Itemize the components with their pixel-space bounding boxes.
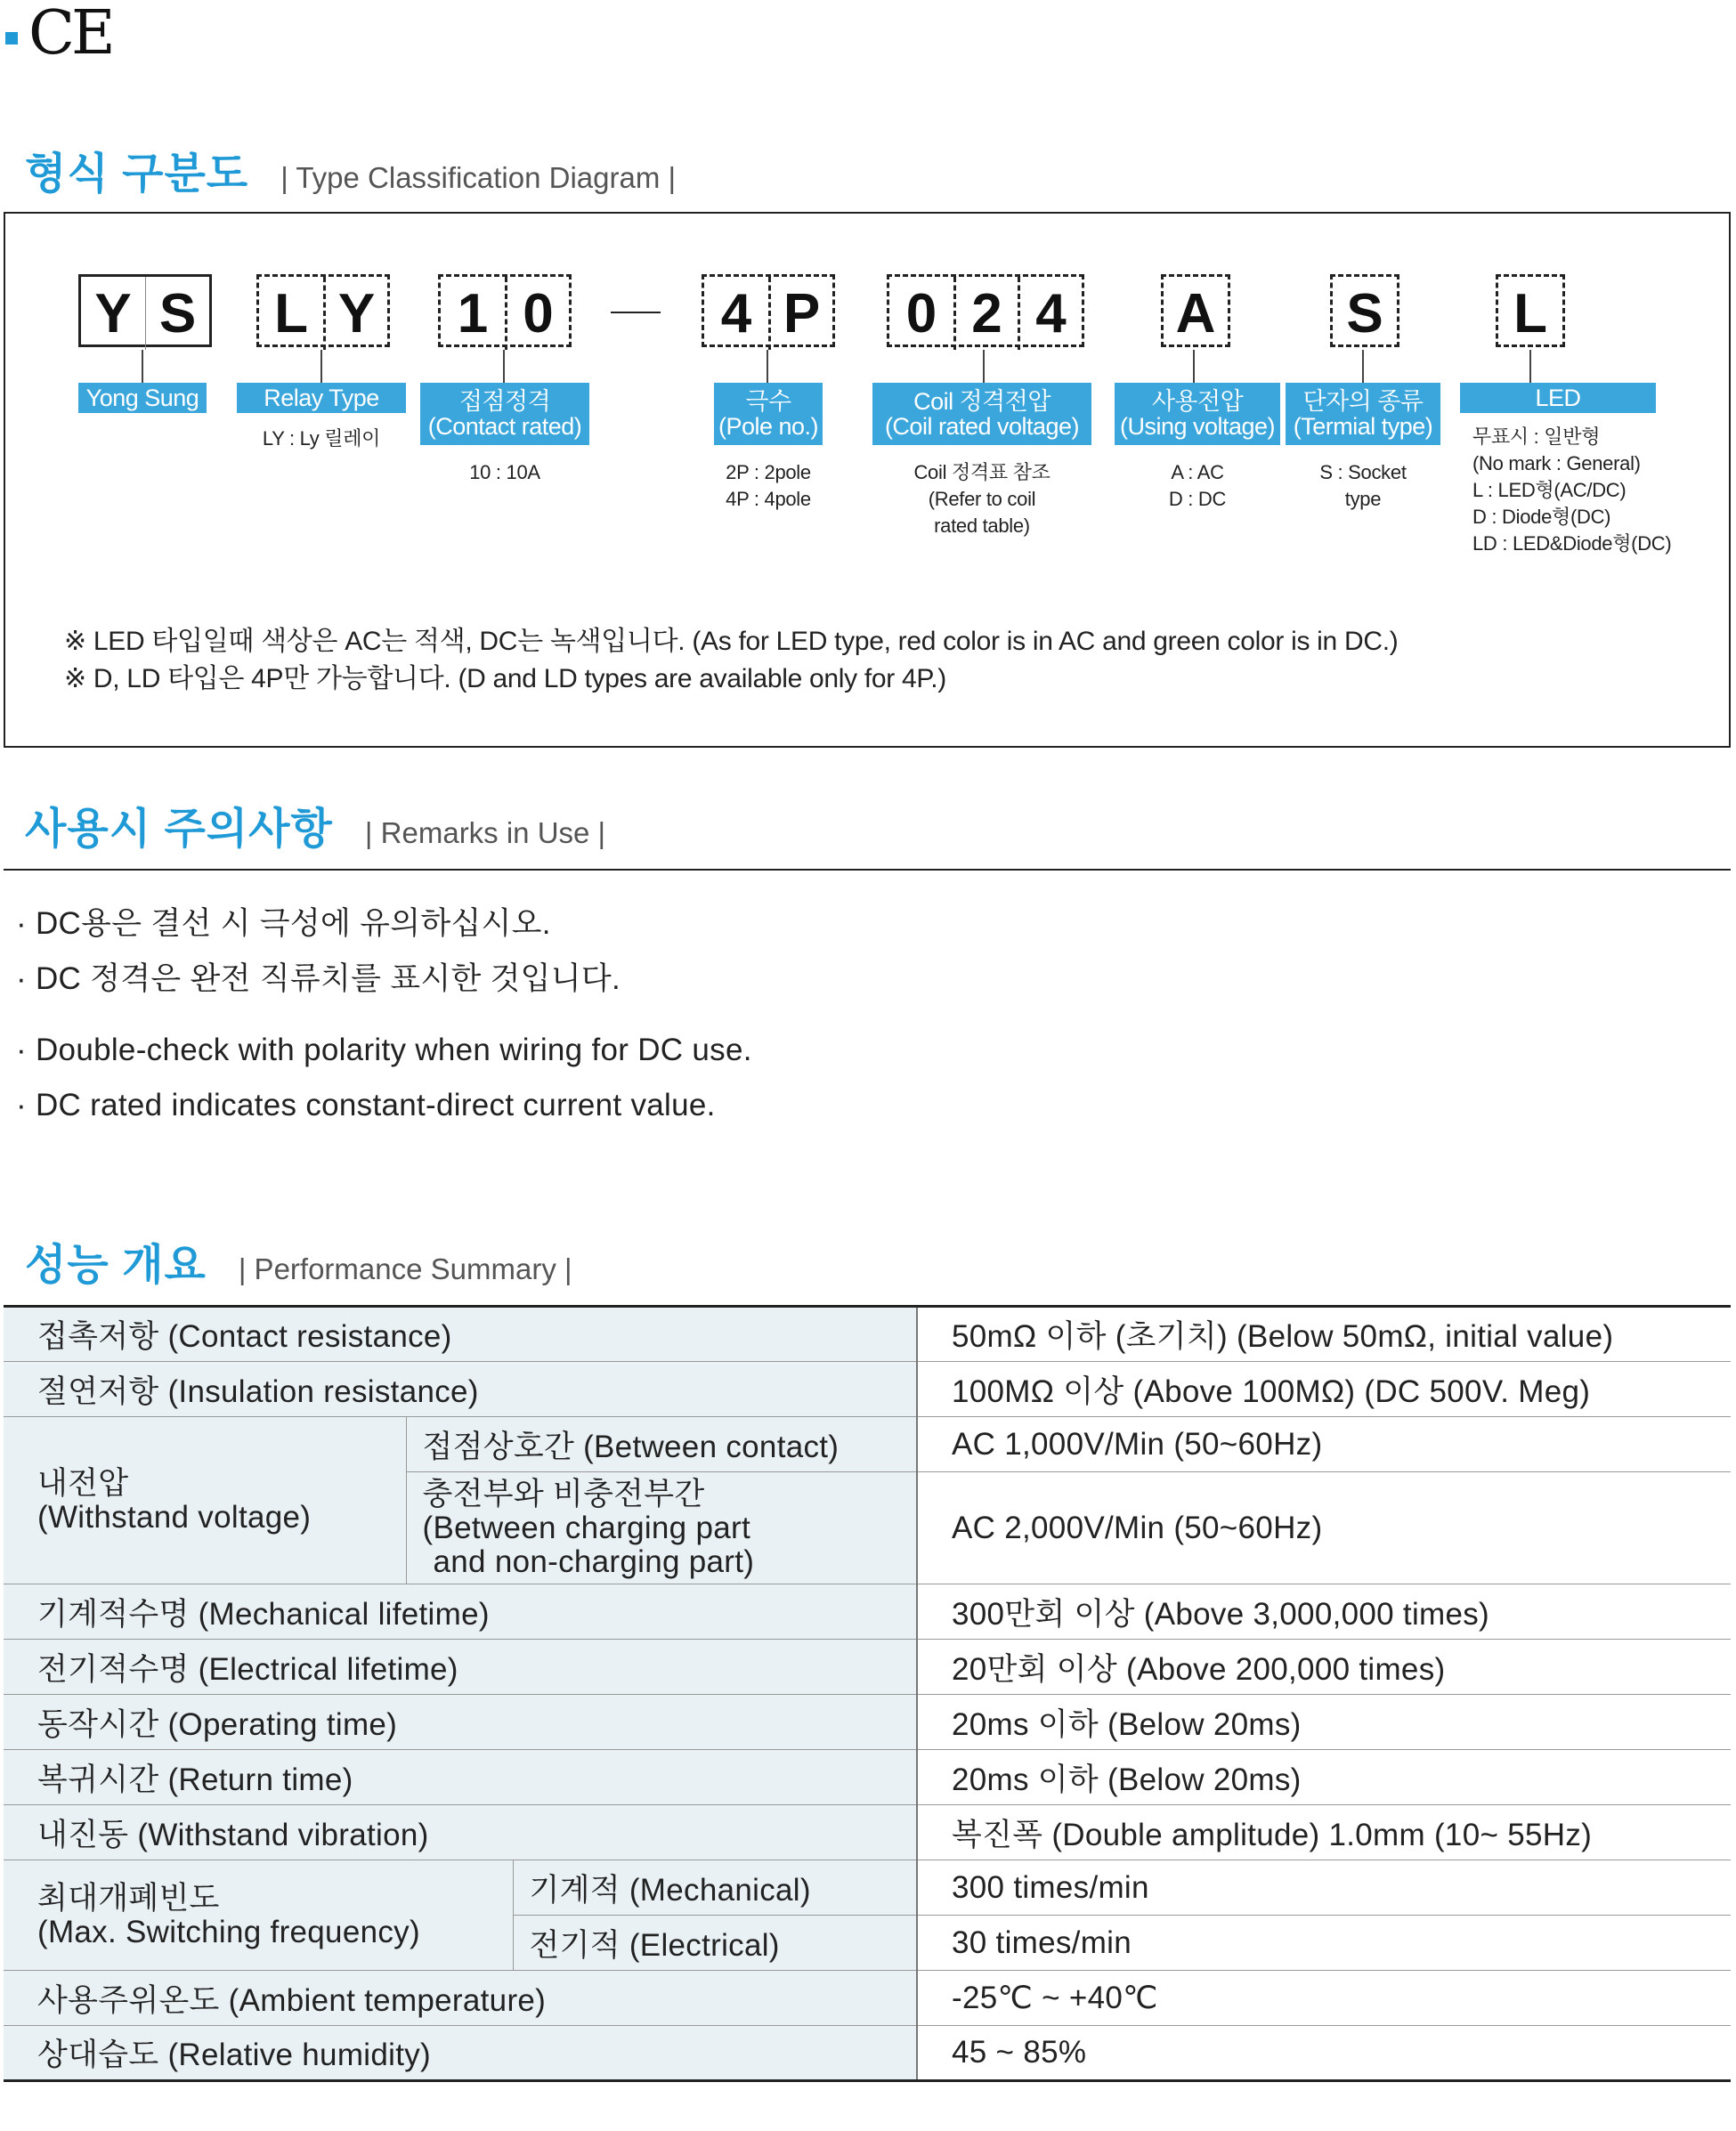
table-value: AC 2,000V/Min (50~60Hz) [917, 1472, 1731, 1584]
table-value: 300만회 이상 (Above 3,000,000 times) [917, 1584, 1731, 1640]
square-bullet-icon [5, 32, 18, 45]
table-row [4, 1417, 1731, 1472]
desc-line: 10 : 10A [469, 461, 540, 483]
desc-line: 4P : 4pole [726, 488, 811, 510]
table-value: 20만회 이상 (Above 200,000 times) [917, 1640, 1731, 1695]
desc-line: LY : Ly 릴레이 [262, 427, 381, 450]
table-subkey-charging [406, 1472, 917, 1584]
connector-line [320, 350, 322, 384]
desc-line: rated table) [934, 515, 1030, 537]
table-row [4, 1750, 1731, 1805]
label-text-ko: 극수 [745, 387, 791, 415]
code-group-voltage [1161, 274, 1230, 347]
desc-line: LD : LED&Diode형(DC) [1472, 532, 1672, 555]
code-char: Y [94, 282, 132, 344]
table-row [4, 1860, 1731, 1916]
table-key: 전기적수명 (Electrical lifetime) [4, 1640, 917, 1695]
code-char: L [274, 282, 308, 344]
desc-line: 무표시 : 일반형 [1472, 425, 1601, 448]
connector-line [503, 350, 505, 384]
table-value: 100MΩ 이상 (Above 100MΩ) (DC 500V. Meg) [917, 1362, 1731, 1417]
desc-pole [696, 459, 840, 513]
table-value: 20ms 이하 (Below 20ms) [917, 1750, 1731, 1805]
desc-line: S : Socket [1319, 461, 1407, 483]
code-group-pole [702, 274, 835, 347]
connector-line [142, 350, 143, 384]
code-char: 2 [953, 277, 1018, 350]
code-char: 0 [505, 277, 569, 350]
code-char: 4 [1018, 277, 1082, 350]
desc-coil [872, 459, 1091, 539]
section-title-en: | Performance Summary | [238, 1252, 572, 1285]
table-subkey-en: and non-charging part) [433, 1544, 755, 1579]
table-key-switching-frequency [4, 1860, 513, 1971]
label-text: LED [1535, 384, 1581, 411]
remark-item: · DC 정격은 완전 직류치를 표시한 것입니다. [16, 961, 621, 996]
code-char: Y [323, 277, 387, 350]
code-char: P [768, 277, 832, 350]
table-subkey-en: (Between charging part [422, 1510, 750, 1545]
connector-line [1362, 350, 1364, 384]
section-title-ko: 사용시 주의사항 [25, 806, 333, 853]
table-key-ko: 내전압 [37, 1465, 129, 1501]
desc-contact [420, 459, 589, 486]
code-separator [611, 312, 661, 313]
table-row [4, 2026, 1731, 2081]
label-text: Yong Sung [85, 384, 199, 411]
desc-line: L : LED형(AC/DC) [1472, 479, 1626, 501]
table-key-en: (Withstand voltage) [37, 1499, 312, 1535]
code-group-led [1496, 274, 1565, 347]
desc-led [1472, 424, 1704, 557]
connector-line [767, 350, 768, 384]
table-row [4, 1640, 1731, 1695]
table-key: 기계적수명 (Mechanical lifetime) [4, 1584, 917, 1640]
label-text-en: (Contact rated) [427, 413, 582, 440]
label-text-ko: 단자의 종류 [1302, 387, 1424, 415]
code-char: A [1175, 282, 1216, 344]
table-value: 30 times/min [917, 1916, 1731, 1971]
table-row [4, 1307, 1731, 1362]
desc-voltage [1115, 459, 1280, 513]
remark-item: · Double-check with polarity when wiring for DC use. [16, 1033, 752, 1067]
table-row [4, 1695, 1731, 1750]
label-pole-no [714, 383, 823, 445]
label-text-en: (Using voltage) [1119, 413, 1276, 440]
table-subkey-ko: 충전부와 비충전부간 [422, 1476, 705, 1511]
section-title-ko: 성능 개요 [25, 1242, 207, 1289]
table-value: 20ms 이하 (Below 20ms) [917, 1695, 1731, 1750]
table-value: 복진폭 (Double amplitude) 1.0mm (10~ 55Hz) [917, 1805, 1731, 1860]
table-value: 45 ~ 85% [917, 2026, 1731, 2081]
label-text-ko: 접점정격 [458, 387, 551, 415]
connector-line [983, 350, 985, 384]
table-key: 복귀시간 (Return time) [4, 1750, 917, 1805]
desc-terminal [1286, 459, 1440, 513]
remark-item: · DC용은 결선 시 극성에 유의하십시오. [16, 906, 551, 941]
table-key: 절연저항 (Insulation resistance) [4, 1362, 917, 1417]
table-subkey: 기계적 (Mechanical) [513, 1860, 917, 1916]
desc-line: (Refer to coil [928, 488, 1036, 510]
ce-mark: CE [28, 0, 112, 69]
table-row [4, 1362, 1731, 1417]
performance-title [25, 1230, 572, 1292]
section-title-en: | Type Classification Diagram | [280, 161, 677, 194]
note-line: ※ D, LD 타입은 4P만 가능합니다. (D and LD types are available only for 4P.) [64, 664, 946, 693]
desc-line: D : Diode형(DC) [1472, 506, 1611, 528]
label-coil-voltage [872, 383, 1091, 445]
desc-line: D : DC [1168, 488, 1227, 510]
code-char: 1 [457, 282, 489, 344]
desc-line: 2P : 2pole [726, 461, 811, 483]
label-text-en: (Coil rated voltage) [884, 413, 1080, 440]
code-char: S [1346, 282, 1383, 344]
table-row [4, 1584, 1731, 1640]
code-group-terminal [1330, 274, 1399, 347]
desc-relay-type [237, 425, 406, 452]
code-group-maker [78, 274, 212, 347]
table-key: 접촉저항 (Contact resistance) [4, 1307, 917, 1362]
table-key-en: (Max. Switching frequency) [37, 1914, 420, 1949]
table-key: 내진동 (Withstand vibration) [4, 1805, 917, 1860]
type-classification-title [25, 139, 676, 200]
label-relay-type [237, 383, 406, 413]
table-value: -25℃ ~ +40℃ [917, 1971, 1731, 2026]
label-contact-rated [420, 383, 589, 445]
code-char: L [1513, 282, 1547, 344]
note-line: ※ LED 타입일때 색상은 AC는 적색, DC는 녹색입니다. (As for LED type, red color is in AC and green color is in DC.) [64, 627, 1399, 656]
code-group-coil [887, 274, 1084, 347]
label-text-en: (Pole no.) [718, 413, 819, 440]
section-title-ko: 형식 구분도 [25, 150, 249, 198]
table-key: 사용주위온도 (Ambient temperature) [4, 1971, 917, 2026]
table-value: 50mΩ 이하 (초기치) (Below 50mΩ, initial value) [917, 1307, 1731, 1362]
table-subkey: 접점상호간 (Between contact) [406, 1417, 917, 1472]
label-text-ko: 사용전압 [1151, 387, 1244, 415]
section-divider [4, 869, 1731, 871]
desc-line: type [1344, 488, 1382, 510]
table-row [4, 1971, 1731, 2026]
table-value: AC 1,000V/Min (50~60Hz) [917, 1417, 1731, 1472]
table-subkey: 전기적 (Electrical) [513, 1916, 917, 1971]
code-char: S [145, 277, 209, 350]
remarks-title [25, 794, 605, 855]
label-text: Relay Type [264, 384, 379, 411]
label-using-voltage [1115, 383, 1280, 445]
type-notes [64, 623, 1398, 698]
section-title-en: | Remarks in Use | [364, 816, 606, 849]
table-key-withstand-voltage [4, 1417, 406, 1584]
label-maker [78, 383, 207, 413]
label-led [1460, 383, 1656, 413]
table-key: 동작시간 (Operating time) [4, 1695, 917, 1750]
table-key: 상대습도 (Relative humidity) [4, 2026, 917, 2081]
code-char: 4 [720, 282, 752, 344]
desc-line: Coil 정격표 참조 [913, 461, 1051, 483]
table-row [4, 1805, 1731, 1860]
performance-table [4, 1305, 1731, 2082]
desc-line: (No mark : General) [1472, 452, 1641, 474]
label-terminal-type [1286, 383, 1440, 445]
label-text-ko: Coil 정격전압 [913, 387, 1051, 415]
code-group-contact [438, 274, 572, 347]
remark-item: · DC rated indicates constant-direct current value. [16, 1088, 716, 1122]
code-char: 0 [905, 282, 937, 344]
table-key-ko: 최대개폐빈도 [37, 1880, 220, 1916]
connector-line [1193, 350, 1195, 384]
code-group-relay-type [256, 274, 390, 347]
ce-header [5, 0, 112, 69]
label-text-en: (Termial type) [1293, 413, 1433, 440]
desc-line: A : AC [1171, 461, 1224, 483]
connector-line [1529, 350, 1531, 384]
table-value: 300 times/min [917, 1860, 1731, 1916]
type-classification-diagram [4, 212, 1731, 748]
